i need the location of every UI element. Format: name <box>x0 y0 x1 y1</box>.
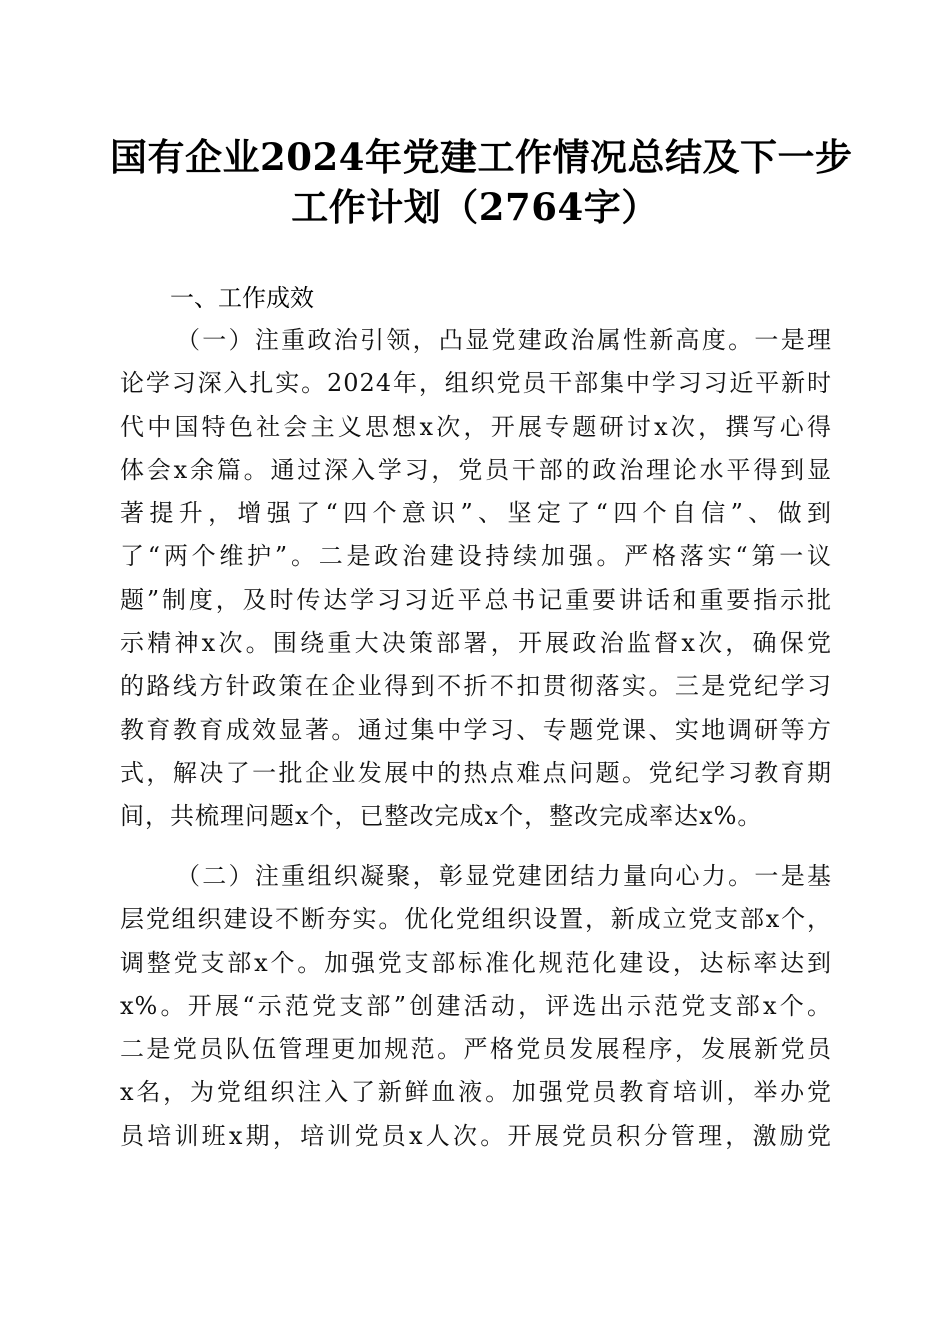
title-line-1: 国有企业2024年党建工作情况总结及下一步 <box>110 135 853 179</box>
paragraph-line: 二是党员队伍管理更加规范。严格党员发展程序，发展新党员 <box>120 1035 832 1064</box>
paragraph-line: 示精神x次。围绕重大决策部署，开展政治监督x次，确保党 <box>120 629 832 658</box>
section-heading: 一、工作成效 <box>170 284 314 312</box>
paragraph-line: x%。开展“示范党支部”创建活动，评选出示范党支部x个。 <box>120 991 832 1020</box>
paragraph-line: 间，共梳理问题x个，已整改完成x个，整改完成率达x%。 <box>120 802 763 831</box>
document-title <box>110 132 853 232</box>
paragraph-line: 员培训班x期，培训党员x人次。开展党员积分管理，激励党 <box>120 1121 832 1150</box>
paragraph-line: 论学习深入扎实。2024年，组织党员干部集中学习习近平新时 <box>120 369 832 398</box>
paragraph-line: 层党组织建设不断夯实。优化党组织设置，新成立党支部x个， <box>120 905 832 934</box>
paragraph-line: （一）注重政治引领，凸显党建政治属性新高度。一是理 <box>176 326 832 354</box>
paragraph-line: 教育教育成效显著。通过集中学习、专题党课、实地调研等方 <box>120 715 832 744</box>
title-line-2: 工作计划（2764字） <box>291 185 659 229</box>
paragraph-line: x名，为党组织注入了新鲜血液。加强党员教育培训，举办党 <box>120 1078 832 1107</box>
paragraph-line: 的路线方针政策在企业得到不折不扣贯彻落实。三是党纪学习 <box>120 672 832 701</box>
paragraph-line: 代中国特色社会主义思想x次，开展专题研讨x次，撰写心得 <box>120 412 832 441</box>
paragraph-2 <box>120 855 832 1158</box>
paragraph-line: 题”制度，及时传达学习习近平总书记重要讲话和重要指示批 <box>120 585 832 614</box>
paragraph-line: 式，解决了一批企业发展中的热点难点问题。党纪学习教育期 <box>120 758 832 787</box>
paragraph-line: 著提升，增强了“四个意识”、坚定了“四个自信”、做到 <box>120 499 832 528</box>
paragraph-line: 调整党支部x个。加强党支部标准化规范化建设，达标率达到 <box>120 948 832 977</box>
paragraph-1 <box>120 319 832 839</box>
paragraph-line: 体会x余篇。通过深入学习，党员干部的政治理论水平得到显 <box>120 455 832 484</box>
paragraph-line: （二）注重组织凝聚，彰显党建团结力量向心力。一是基 <box>176 862 832 890</box>
paragraph-line: 了“两个维护”。二是政治建设持续加强。严格落实“第一议 <box>120 542 832 571</box>
